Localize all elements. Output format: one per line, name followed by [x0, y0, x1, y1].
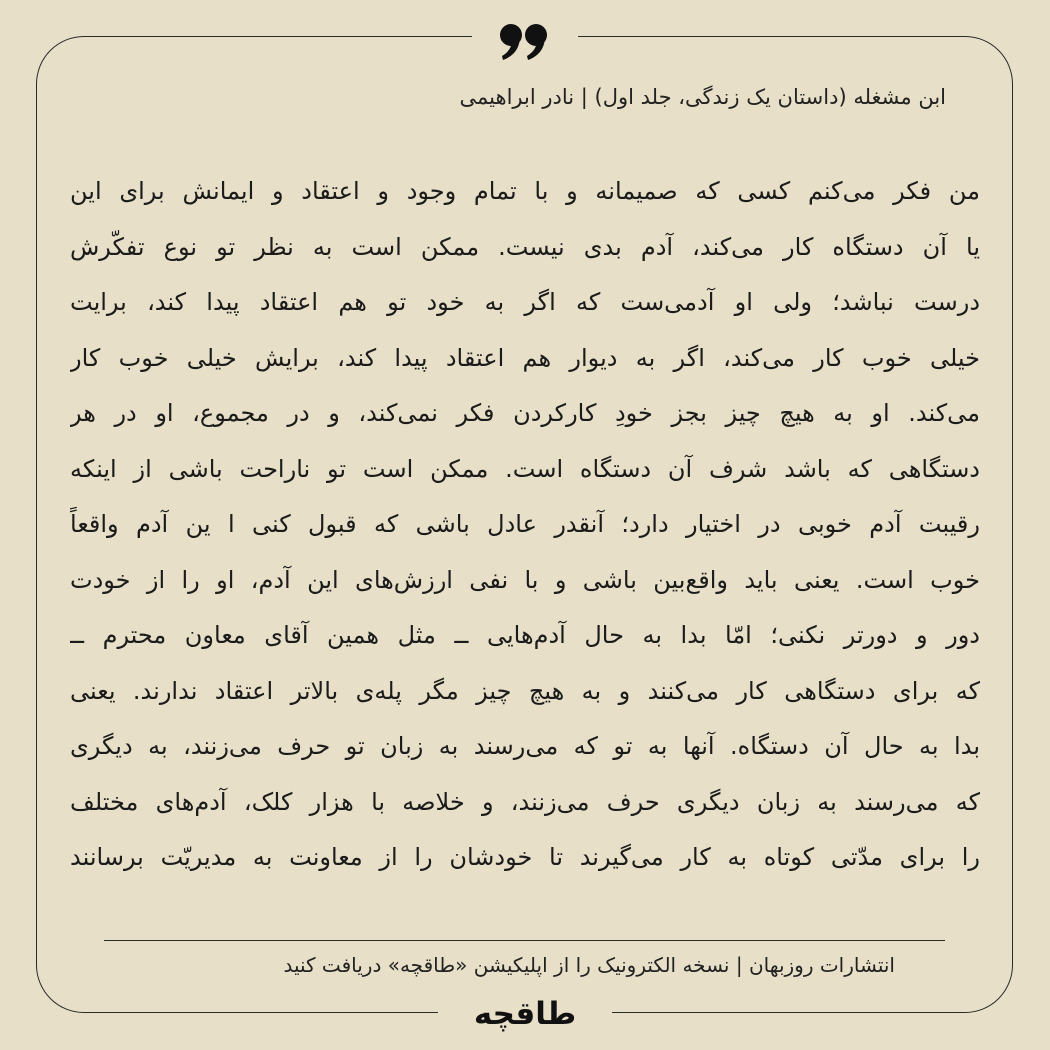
footer-divider: [104, 940, 945, 941]
excerpt-line: می‌کند. او به هیچ چیز بجز خودِ کارکردن فکر نمی‌کند، و در مجموع، او در هر: [70, 399, 980, 427]
excerpt-line: من فکر می‌کنم کسی که صمیمانه و با تمام وجود و اعتقاد و ایمانش برای این: [70, 177, 980, 205]
excerpt-line: خیلی خوب کار می‌کند، اگر به دیوار هم اعتقاد پیدا کند، برایش خیلی خوب کار: [70, 343, 980, 372]
quote-excerpt: [70, 164, 980, 886]
book-source-title: ابن مشغله (داستان یک زندگی، جلد اول) | نادر ابراهیمی: [459, 85, 946, 109]
excerpt-line: یا آن دستگاه کار می‌کند، آدم بدی نیست. ممکن است به نظر تو نوع تفکّرش: [70, 232, 980, 261]
excerpt-line: که برای دستگاهی کار می‌کنند و به هیچ چیز مگر پله‌ی بالاتر اعتقاد ندارند. یعنی: [70, 676, 980, 705]
excerpt-line: دور و دورتر نکنی؛ امّا بدا به حال آدم‌هایی ــ مثل همین آقای معاون محترم ــ: [70, 621, 980, 649]
excerpt-line: را برای مدّتی کوتاه به کار می‌گیرند تا خودشان را از معاونت به مدیریّت برسانند: [70, 843, 980, 871]
taaghche-logo: طاقچه: [473, 996, 577, 1032]
quotation-mark-icon: [498, 22, 552, 62]
publisher-footer: انتشارات روزبهان | نسخه الکترونیک را از اپلیکیشن «طاقچه» دریافت کنید: [283, 953, 895, 977]
excerpt-line: دستگاهی که باشد شرف آن دستگاه است. ممکن است تو ناراحت باشی از اینکه: [70, 454, 980, 483]
excerpt-line: خوب است. یعنی باید واقع‌بین باشی و با نفی ارزش‌های این آدم، او را از خودت: [70, 565, 980, 594]
excerpt-line: که می‌رسند به زبان دیگری حرف می‌زنند، و خلاصه با هزار کلک، آدم‌های مختلف: [70, 787, 980, 816]
excerpt-line: درست نباشد؛ ولی او آدمی‌ست که اگر به خود تو هم اعتقاد پیدا کند، برایت: [70, 288, 980, 316]
excerpt-line: رقیبت آدم خوبی در اختیار دارد؛ آنقدر عادل باشی که قبول کنی ا ین آدم واقعاً: [70, 510, 980, 538]
excerpt-line: بدا به حال آن دستگاه. آنها به تو که می‌رسند به زبان تو حرف می‌زنند، به دیگری: [70, 732, 980, 760]
